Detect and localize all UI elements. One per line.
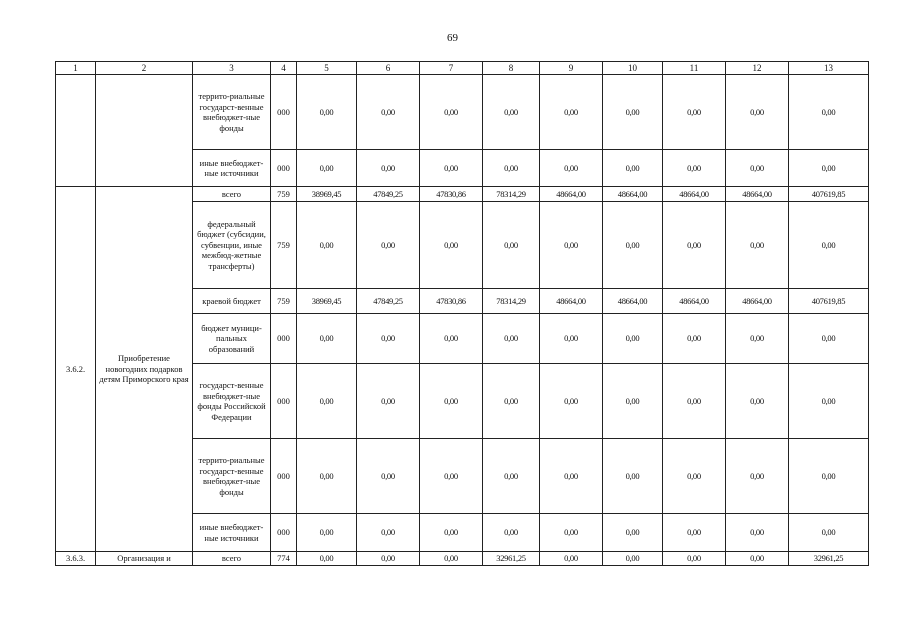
cell-value: 0,00 — [483, 364, 540, 439]
cell-value: 0,00 — [663, 314, 726, 364]
cell-value: 48664,00 — [663, 187, 726, 202]
cell-value: 0,00 — [483, 314, 540, 364]
cell-value: 0,00 — [603, 364, 663, 439]
cell-code: 000 — [271, 439, 297, 514]
cell-value: 0,00 — [357, 150, 420, 187]
row-number — [56, 75, 96, 187]
cell-value: 47849,25 — [357, 187, 420, 202]
cell-value: 38969,45 — [297, 289, 357, 314]
cell-value: 32961,25 — [483, 552, 540, 566]
table-row — [56, 75, 869, 150]
cell-value: 0,00 — [789, 364, 869, 439]
cell-value: 407619,85 — [789, 289, 869, 314]
cell-value: 0,00 — [663, 202, 726, 289]
row-name — [96, 75, 193, 187]
funding-source: государст-венные внебюджет-ные фонды Российской Федерации — [193, 364, 271, 439]
cell-value: 48664,00 — [540, 187, 603, 202]
cell-value: 48664,00 — [540, 289, 603, 314]
cell-value: 0,00 — [357, 552, 420, 566]
table-row — [56, 552, 869, 566]
cell-value: 0,00 — [540, 552, 603, 566]
cell-value: 0,00 — [540, 75, 603, 150]
cell-code: 759 — [271, 202, 297, 289]
cell-value: 0,00 — [663, 439, 726, 514]
cell-value: 0,00 — [297, 202, 357, 289]
cell-value: 0,00 — [663, 552, 726, 566]
col-header: 4 — [271, 62, 297, 75]
page-number: 69 — [447, 32, 458, 44]
cell-value: 0,00 — [420, 364, 483, 439]
cell-value: 0,00 — [726, 552, 789, 566]
funding-source: террито-риальные государст-венные внебюджет-ные фонды — [193, 75, 271, 150]
cell-value: 0,00 — [357, 439, 420, 514]
col-header: 13 — [789, 62, 869, 75]
cell-value: 0,00 — [297, 514, 357, 552]
cell-value: 32961,25 — [789, 552, 869, 566]
cell-value: 0,00 — [357, 364, 420, 439]
col-header: 11 — [663, 62, 726, 75]
cell-value: 0,00 — [540, 202, 603, 289]
cell-value: 0,00 — [603, 75, 663, 150]
header-row — [56, 62, 869, 75]
cell-value: 0,00 — [297, 150, 357, 187]
cell-value: 0,00 — [663, 150, 726, 187]
cell-value: 0,00 — [726, 314, 789, 364]
cell-value: 0,00 — [726, 150, 789, 187]
cell-value: 78314,29 — [483, 187, 540, 202]
table-row — [56, 187, 869, 202]
cell-value: 0,00 — [540, 514, 603, 552]
cell-value: 0,00 — [420, 552, 483, 566]
cell-value: 0,00 — [603, 552, 663, 566]
cell-value: 0,00 — [357, 514, 420, 552]
cell-value: 0,00 — [603, 514, 663, 552]
col-header: 6 — [357, 62, 420, 75]
funding-source: всего — [193, 187, 271, 202]
cell-value: 0,00 — [540, 439, 603, 514]
cell-value: 0,00 — [726, 364, 789, 439]
cell-value: 0,00 — [483, 75, 540, 150]
cell-value: 0,00 — [726, 514, 789, 552]
cell-value: 0,00 — [789, 202, 869, 289]
cell-value: 48664,00 — [603, 187, 663, 202]
cell-value: 0,00 — [420, 439, 483, 514]
funding-source: бюджет муници-пальных образований — [193, 314, 271, 364]
cell-value: 0,00 — [297, 75, 357, 150]
cell-value: 0,00 — [420, 514, 483, 552]
cell-value: 38969,45 — [297, 187, 357, 202]
col-header: 9 — [540, 62, 603, 75]
funding-source: всего — [193, 552, 271, 566]
cell-value: 407619,85 — [789, 187, 869, 202]
cell-value: 0,00 — [357, 314, 420, 364]
cell-code: 759 — [271, 289, 297, 314]
col-header: 5 — [297, 62, 357, 75]
cell-code: 000 — [271, 364, 297, 439]
cell-value: 48664,00 — [603, 289, 663, 314]
cell-value: 0,00 — [540, 150, 603, 187]
col-header: 7 — [420, 62, 483, 75]
funding-source: иные внебюджет-ные источники — [193, 150, 271, 187]
cell-value: 0,00 — [420, 202, 483, 289]
cell-value: 0,00 — [357, 202, 420, 289]
cell-value: 47830,86 — [420, 289, 483, 314]
col-header: 3 — [193, 62, 271, 75]
cell-value: 0,00 — [789, 150, 869, 187]
cell-value: 0,00 — [420, 314, 483, 364]
funding-source: террито-риальные государст-венные внебюджет-ные фонды — [193, 439, 271, 514]
cell-value: 48664,00 — [663, 289, 726, 314]
cell-code: 000 — [271, 75, 297, 150]
cell-value: 0,00 — [789, 514, 869, 552]
cell-value: 0,00 — [789, 439, 869, 514]
cell-code: 000 — [271, 314, 297, 364]
cell-code: 759 — [271, 187, 297, 202]
cell-value: 0,00 — [357, 75, 420, 150]
cell-code: 000 — [271, 150, 297, 187]
funding-source: краевой бюджет — [193, 289, 271, 314]
row-number: 3.6.2. — [56, 187, 96, 552]
col-header: 1 — [56, 62, 96, 75]
cell-value: 47830,86 — [420, 187, 483, 202]
col-header: 2 — [96, 62, 193, 75]
cell-value: 0,00 — [483, 202, 540, 289]
cell-value: 0,00 — [297, 552, 357, 566]
row-number: 3.6.3. — [56, 552, 96, 566]
col-header: 8 — [483, 62, 540, 75]
cell-value: 0,00 — [420, 150, 483, 187]
cell-value: 0,00 — [789, 75, 869, 150]
cell-value: 0,00 — [789, 314, 869, 364]
cell-value: 48664,00 — [726, 289, 789, 314]
cell-value: 0,00 — [540, 314, 603, 364]
cell-value: 0,00 — [603, 202, 663, 289]
col-header: 12 — [726, 62, 789, 75]
cell-value: 0,00 — [726, 202, 789, 289]
cell-value: 0,00 — [297, 314, 357, 364]
cell-value: 47849,25 — [357, 289, 420, 314]
cell-value: 0,00 — [297, 439, 357, 514]
cell-value: 0,00 — [603, 150, 663, 187]
cell-value: 0,00 — [726, 75, 789, 150]
cell-value: 0,00 — [483, 439, 540, 514]
cell-value: 48664,00 — [726, 187, 789, 202]
cell-value: 0,00 — [603, 314, 663, 364]
cell-value: 0,00 — [726, 439, 789, 514]
cell-value: 0,00 — [540, 364, 603, 439]
cell-code: 000 — [271, 514, 297, 552]
cell-code: 774 — [271, 552, 297, 566]
funding-source: иные внебюджет-ные источники — [193, 514, 271, 552]
cell-value: 0,00 — [663, 75, 726, 150]
cell-value: 0,00 — [603, 439, 663, 514]
cell-value: 0,00 — [297, 364, 357, 439]
funding-source: федеральный бюджет (субсидии, субвенции, иные межбюд-жетные трансферты) — [193, 202, 271, 289]
cell-value: 0,00 — [663, 514, 726, 552]
cell-value: 0,00 — [420, 75, 483, 150]
row-name: Организация и — [96, 552, 193, 566]
cell-value: 0,00 — [483, 514, 540, 552]
col-header: 10 — [603, 62, 663, 75]
cell-value: 0,00 — [663, 364, 726, 439]
cell-value: 0,00 — [483, 150, 540, 187]
cell-value: 78314,29 — [483, 289, 540, 314]
row-name: Приобретение новогодних подарков детям Приморского края — [96, 187, 193, 552]
budget-table — [55, 61, 869, 566]
